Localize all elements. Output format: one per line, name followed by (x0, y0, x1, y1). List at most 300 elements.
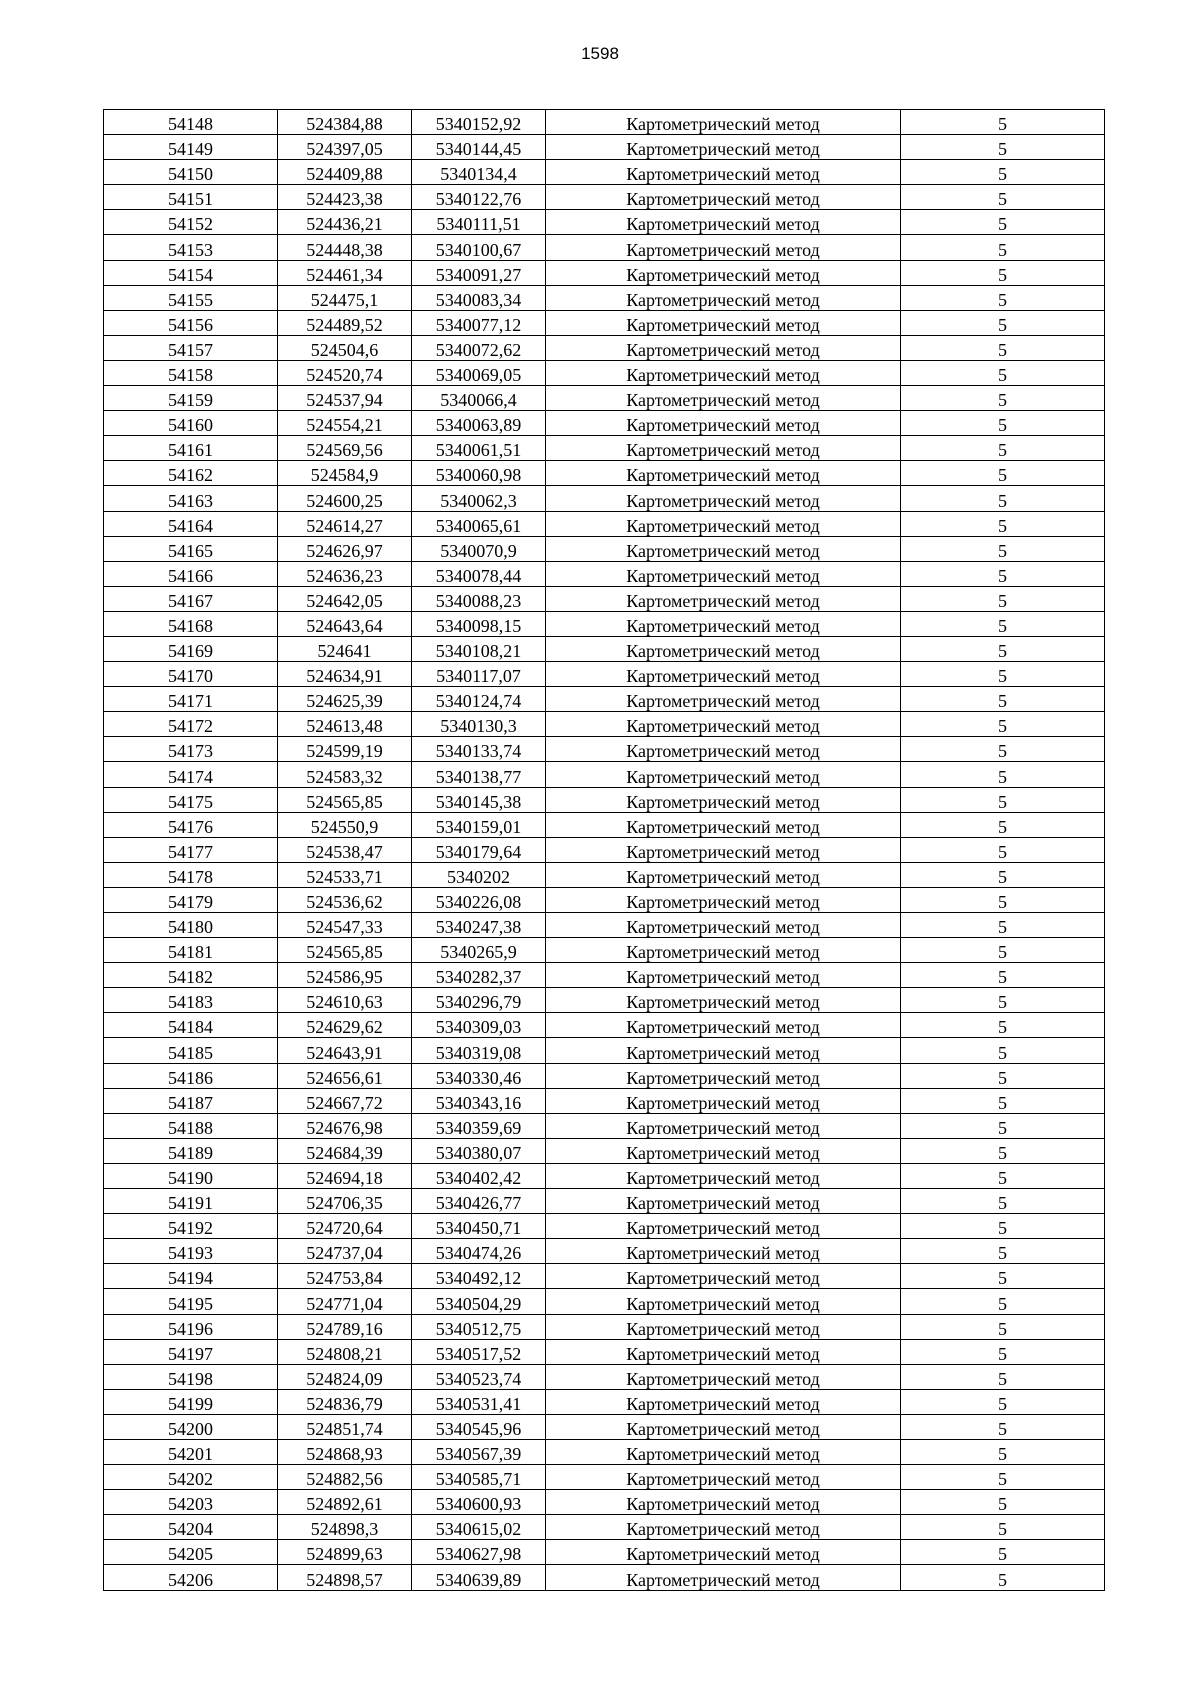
table-row (104, 160, 1105, 185)
point-number-cell: 54179 (104, 887, 278, 912)
point-number-cell: 54175 (104, 787, 278, 812)
y-coordinate-cell: 5340088,23 (412, 586, 546, 611)
point-number-cell: 54183 (104, 988, 278, 1013)
table-row (104, 1138, 1105, 1163)
y-coordinate-cell: 5340330,46 (412, 1063, 546, 1088)
accuracy-cell: 5 (901, 411, 1105, 436)
x-coordinate-cell: 524547,33 (278, 913, 412, 938)
coordinates-table (103, 109, 1105, 1591)
y-coordinate-cell: 5340152,92 (412, 110, 546, 135)
point-number-cell: 54188 (104, 1113, 278, 1138)
table-row (104, 335, 1105, 360)
point-number-cell: 54206 (104, 1565, 278, 1590)
point-number-cell: 54178 (104, 862, 278, 887)
accuracy-cell: 5 (901, 1565, 1105, 1590)
table-row (104, 662, 1105, 687)
table-row (104, 436, 1105, 461)
table-row (104, 386, 1105, 411)
y-coordinate-cell: 5340319,08 (412, 1038, 546, 1063)
method-cell: Картометрический метод (546, 1339, 901, 1364)
point-number-cell: 54197 (104, 1339, 278, 1364)
point-number-cell: 54185 (104, 1038, 278, 1063)
y-coordinate-cell: 5340512,75 (412, 1314, 546, 1339)
table-row (104, 762, 1105, 787)
table-row (104, 1515, 1105, 1540)
table-row (104, 586, 1105, 611)
accuracy-cell: 5 (901, 335, 1105, 360)
x-coordinate-cell: 524694,18 (278, 1163, 412, 1188)
y-coordinate-cell: 5340124,74 (412, 687, 546, 712)
table-row (104, 561, 1105, 586)
x-coordinate-cell: 524586,95 (278, 963, 412, 988)
method-cell: Картометрический метод (546, 1163, 901, 1188)
y-coordinate-cell: 5340531,41 (412, 1389, 546, 1414)
method-cell: Картометрический метод (546, 310, 901, 335)
point-number-cell: 54157 (104, 335, 278, 360)
point-number-cell: 54168 (104, 611, 278, 636)
accuracy-cell: 5 (901, 1239, 1105, 1264)
table-row (104, 1439, 1105, 1464)
method-cell: Картометрический метод (546, 1389, 901, 1414)
y-coordinate-cell: 5340359,69 (412, 1113, 546, 1138)
y-coordinate-cell: 5340083,34 (412, 285, 546, 310)
table-row (104, 1314, 1105, 1339)
method-cell: Картометрический метод (546, 611, 901, 636)
method-cell: Картометрический метод (546, 335, 901, 360)
table-row (104, 486, 1105, 511)
y-coordinate-cell: 5340309,03 (412, 1013, 546, 1038)
accuracy-cell: 5 (901, 636, 1105, 661)
method-cell: Картометрический метод (546, 360, 901, 385)
accuracy-cell: 5 (901, 511, 1105, 536)
x-coordinate-cell: 524397,05 (278, 135, 412, 160)
accuracy-cell: 5 (901, 1088, 1105, 1113)
method-cell: Картометрический метод (546, 787, 901, 812)
accuracy-cell: 5 (901, 160, 1105, 185)
method-cell: Картометрический метод (546, 411, 901, 436)
accuracy-cell: 5 (901, 1038, 1105, 1063)
point-number-cell: 54173 (104, 737, 278, 762)
page-number: 1598 (581, 44, 619, 63)
method-cell: Картометрический метод (546, 762, 901, 787)
accuracy-cell: 5 (901, 1465, 1105, 1490)
accuracy-cell: 5 (901, 1289, 1105, 1314)
y-coordinate-cell: 5340111,51 (412, 210, 546, 235)
method-cell: Картометрический метод (546, 963, 901, 988)
accuracy-cell: 5 (901, 436, 1105, 461)
y-coordinate-cell: 5340545,96 (412, 1414, 546, 1439)
y-coordinate-cell: 5340517,52 (412, 1339, 546, 1364)
y-coordinate-cell: 5340265,9 (412, 938, 546, 963)
method-cell: Картометрический метод (546, 210, 901, 235)
x-coordinate-cell: 524836,79 (278, 1389, 412, 1414)
x-coordinate-cell: 524642,05 (278, 586, 412, 611)
x-coordinate-cell: 524706,35 (278, 1189, 412, 1214)
method-cell: Картометрический метод (546, 662, 901, 687)
point-number-cell: 54200 (104, 1414, 278, 1439)
table-row (104, 1239, 1105, 1264)
table-row (104, 1414, 1105, 1439)
accuracy-cell: 5 (901, 1339, 1105, 1364)
x-coordinate-cell: 524554,21 (278, 411, 412, 436)
point-number-cell: 54194 (104, 1264, 278, 1289)
accuracy-cell: 5 (901, 787, 1105, 812)
method-cell: Картометрический метод (546, 185, 901, 210)
accuracy-cell: 5 (901, 687, 1105, 712)
method-cell: Картометрический метод (546, 1214, 901, 1239)
y-coordinate-cell: 5340077,12 (412, 310, 546, 335)
method-cell: Картометрический метод (546, 1088, 901, 1113)
y-coordinate-cell: 5340061,51 (412, 436, 546, 461)
method-cell: Картометрический метод (546, 1113, 901, 1138)
method-cell: Картометрический метод (546, 737, 901, 762)
x-coordinate-cell: 524898,3 (278, 1515, 412, 1540)
method-cell: Картометрический метод (546, 436, 901, 461)
accuracy-cell: 5 (901, 1540, 1105, 1565)
accuracy-cell: 5 (901, 185, 1105, 210)
accuracy-cell: 5 (901, 712, 1105, 737)
method-cell: Картометрический метод (546, 636, 901, 661)
accuracy-cell: 5 (901, 762, 1105, 787)
y-coordinate-cell: 5340450,71 (412, 1214, 546, 1239)
method-cell: Картометрический метод (546, 812, 901, 837)
point-number-cell: 54148 (104, 110, 278, 135)
point-number-cell: 54180 (104, 913, 278, 938)
method-cell: Картометрический метод (546, 386, 901, 411)
point-number-cell: 54167 (104, 586, 278, 611)
x-coordinate-cell: 524808,21 (278, 1339, 412, 1364)
y-coordinate-cell: 5340108,21 (412, 636, 546, 661)
accuracy-cell: 5 (901, 1163, 1105, 1188)
accuracy-cell: 5 (901, 210, 1105, 235)
method-cell: Картометрический метод (546, 687, 901, 712)
point-number-cell: 54186 (104, 1063, 278, 1088)
x-coordinate-cell: 524583,32 (278, 762, 412, 787)
method-cell: Картометрический метод (546, 1013, 901, 1038)
method-cell: Картометрический метод (546, 1565, 901, 1590)
accuracy-cell: 5 (901, 963, 1105, 988)
table-row (104, 938, 1105, 963)
x-coordinate-cell: 524461,34 (278, 260, 412, 285)
accuracy-cell: 5 (901, 536, 1105, 561)
table-row (104, 1214, 1105, 1239)
y-coordinate-cell: 5340615,02 (412, 1515, 546, 1540)
method-cell: Картометрический метод (546, 862, 901, 887)
x-coordinate-cell: 524599,19 (278, 737, 412, 762)
point-number-cell: 54166 (104, 561, 278, 586)
point-number-cell: 54198 (104, 1364, 278, 1389)
table-row (104, 812, 1105, 837)
method-cell: Картометрический метод (546, 1239, 901, 1264)
method-cell: Картометрический метод (546, 1289, 901, 1314)
point-number-cell: 54203 (104, 1490, 278, 1515)
method-cell: Картометрический метод (546, 586, 901, 611)
method-cell: Картометрический метод (546, 712, 901, 737)
method-cell: Картометрический метод (546, 1038, 901, 1063)
accuracy-cell: 5 (901, 260, 1105, 285)
table-row (104, 712, 1105, 737)
x-coordinate-cell: 524753,84 (278, 1264, 412, 1289)
accuracy-cell: 5 (901, 1189, 1105, 1214)
x-coordinate-cell: 524882,56 (278, 1465, 412, 1490)
method-cell: Картометрический метод (546, 135, 901, 160)
point-number-cell: 54169 (104, 636, 278, 661)
y-coordinate-cell: 5340144,45 (412, 135, 546, 160)
y-coordinate-cell: 5340600,93 (412, 1490, 546, 1515)
point-number-cell: 54171 (104, 687, 278, 712)
point-number-cell: 54181 (104, 938, 278, 963)
method-cell: Картометрический метод (546, 1490, 901, 1515)
accuracy-cell: 5 (901, 611, 1105, 636)
accuracy-cell: 5 (901, 1439, 1105, 1464)
table-row (104, 210, 1105, 235)
y-coordinate-cell: 5340098,15 (412, 611, 546, 636)
accuracy-cell: 5 (901, 1214, 1105, 1239)
point-number-cell: 54202 (104, 1465, 278, 1490)
point-number-cell: 54184 (104, 1013, 278, 1038)
point-number-cell: 54159 (104, 386, 278, 411)
table-row (104, 963, 1105, 988)
accuracy-cell: 5 (901, 737, 1105, 762)
table-row (104, 611, 1105, 636)
method-cell: Картометрический метод (546, 1439, 901, 1464)
table-row (104, 235, 1105, 260)
accuracy-cell: 5 (901, 586, 1105, 611)
y-coordinate-cell: 5340060,98 (412, 461, 546, 486)
x-coordinate-cell: 524771,04 (278, 1289, 412, 1314)
point-number-cell: 54205 (104, 1540, 278, 1565)
y-coordinate-cell: 5340138,77 (412, 762, 546, 787)
table-row (104, 1339, 1105, 1364)
table-row (104, 1364, 1105, 1389)
x-coordinate-cell: 524610,63 (278, 988, 412, 1013)
y-coordinate-cell: 5340492,12 (412, 1264, 546, 1289)
x-coordinate-cell: 524851,74 (278, 1414, 412, 1439)
accuracy-cell: 5 (901, 988, 1105, 1013)
table-row (104, 285, 1105, 310)
x-coordinate-cell: 524550,9 (278, 812, 412, 837)
y-coordinate-cell: 5340585,71 (412, 1465, 546, 1490)
table-row (104, 1490, 1105, 1515)
y-coordinate-cell: 5340380,07 (412, 1138, 546, 1163)
method-cell: Картометрический метод (546, 1540, 901, 1565)
point-number-cell: 54161 (104, 436, 278, 461)
y-coordinate-cell: 5340343,16 (412, 1088, 546, 1113)
y-coordinate-cell: 5340078,44 (412, 561, 546, 586)
point-number-cell: 54170 (104, 662, 278, 687)
accuracy-cell: 5 (901, 1414, 1105, 1439)
accuracy-cell: 5 (901, 310, 1105, 335)
y-coordinate-cell: 5340091,27 (412, 260, 546, 285)
y-coordinate-cell: 5340282,37 (412, 963, 546, 988)
table-row (104, 1063, 1105, 1088)
point-number-cell: 54199 (104, 1389, 278, 1414)
x-coordinate-cell: 524720,64 (278, 1214, 412, 1239)
table-row (104, 1163, 1105, 1188)
point-number-cell: 54191 (104, 1189, 278, 1214)
x-coordinate-cell: 524537,94 (278, 386, 412, 411)
accuracy-cell: 5 (901, 486, 1105, 511)
method-cell: Картометрический метод (546, 988, 901, 1013)
x-coordinate-cell: 524504,6 (278, 335, 412, 360)
x-coordinate-cell: 524629,62 (278, 1013, 412, 1038)
table-row (104, 837, 1105, 862)
accuracy-cell: 5 (901, 1138, 1105, 1163)
x-coordinate-cell: 524643,64 (278, 611, 412, 636)
x-coordinate-cell: 524737,04 (278, 1239, 412, 1264)
method-cell: Картометрический метод (546, 1138, 901, 1163)
table-row (104, 1465, 1105, 1490)
x-coordinate-cell: 524613,48 (278, 712, 412, 737)
method-cell: Картометрический метод (546, 110, 901, 135)
x-coordinate-cell: 524384,88 (278, 110, 412, 135)
point-number-cell: 54176 (104, 812, 278, 837)
method-cell: Картометрический метод (546, 1414, 901, 1439)
x-coordinate-cell: 524899,63 (278, 1540, 412, 1565)
x-coordinate-cell: 524614,27 (278, 511, 412, 536)
accuracy-cell: 5 (901, 812, 1105, 837)
y-coordinate-cell: 5340226,08 (412, 887, 546, 912)
y-coordinate-cell: 5340523,74 (412, 1364, 546, 1389)
accuracy-cell: 5 (901, 837, 1105, 862)
x-coordinate-cell: 524636,23 (278, 561, 412, 586)
x-coordinate-cell: 524892,61 (278, 1490, 412, 1515)
method-cell: Картометрический метод (546, 1264, 901, 1289)
point-number-cell: 54182 (104, 963, 278, 988)
x-coordinate-cell: 524643,91 (278, 1038, 412, 1063)
y-coordinate-cell: 5340159,01 (412, 812, 546, 837)
method-cell: Картометрический метод (546, 486, 901, 511)
y-coordinate-cell: 5340070,9 (412, 536, 546, 561)
method-cell: Картометрический метод (546, 913, 901, 938)
table-row (104, 687, 1105, 712)
table-row (104, 135, 1105, 160)
point-number-cell: 54165 (104, 536, 278, 561)
accuracy-cell: 5 (901, 887, 1105, 912)
x-coordinate-cell: 524868,93 (278, 1439, 412, 1464)
point-number-cell: 54150 (104, 160, 278, 185)
accuracy-cell: 5 (901, 360, 1105, 385)
point-number-cell: 54162 (104, 461, 278, 486)
method-cell: Картометрический метод (546, 235, 901, 260)
x-coordinate-cell: 524626,97 (278, 536, 412, 561)
point-number-cell: 54151 (104, 185, 278, 210)
accuracy-cell: 5 (901, 561, 1105, 586)
accuracy-cell: 5 (901, 662, 1105, 687)
accuracy-cell: 5 (901, 1490, 1105, 1515)
method-cell: Картометрический метод (546, 887, 901, 912)
point-number-cell: 54196 (104, 1314, 278, 1339)
accuracy-cell: 5 (901, 1264, 1105, 1289)
y-coordinate-cell: 5340179,64 (412, 837, 546, 862)
point-number-cell: 54160 (104, 411, 278, 436)
accuracy-cell: 5 (901, 1063, 1105, 1088)
accuracy-cell: 5 (901, 1013, 1105, 1038)
table-row (104, 411, 1105, 436)
point-number-cell: 54172 (104, 712, 278, 737)
table-row (104, 260, 1105, 285)
y-coordinate-cell: 5340130,3 (412, 712, 546, 737)
accuracy-cell: 5 (901, 235, 1105, 260)
table-row (104, 310, 1105, 335)
method-cell: Картометрический метод (546, 1465, 901, 1490)
method-cell: Картометрический метод (546, 285, 901, 310)
point-number-cell: 54190 (104, 1163, 278, 1188)
method-cell: Картометрический метод (546, 1189, 901, 1214)
x-coordinate-cell: 524565,85 (278, 938, 412, 963)
point-number-cell: 54158 (104, 360, 278, 385)
y-coordinate-cell: 5340145,38 (412, 787, 546, 812)
y-coordinate-cell: 5340066,4 (412, 386, 546, 411)
y-coordinate-cell: 5340247,38 (412, 913, 546, 938)
point-number-cell: 54156 (104, 310, 278, 335)
y-coordinate-cell: 5340065,61 (412, 511, 546, 536)
table-row (104, 1189, 1105, 1214)
table-row (104, 1389, 1105, 1414)
method-cell: Картометрический метод (546, 1364, 901, 1389)
table-row (104, 887, 1105, 912)
x-coordinate-cell: 524676,98 (278, 1113, 412, 1138)
table-row (104, 1088, 1105, 1113)
table-row (104, 1113, 1105, 1138)
table-row (104, 360, 1105, 385)
point-number-cell: 54187 (104, 1088, 278, 1113)
point-number-cell: 54149 (104, 135, 278, 160)
x-coordinate-cell: 524569,56 (278, 436, 412, 461)
x-coordinate-cell: 524584,9 (278, 461, 412, 486)
y-coordinate-cell: 5340504,29 (412, 1289, 546, 1314)
x-coordinate-cell: 524667,72 (278, 1088, 412, 1113)
point-number-cell: 54201 (104, 1439, 278, 1464)
table-row (104, 636, 1105, 661)
accuracy-cell: 5 (901, 285, 1105, 310)
x-coordinate-cell: 524538,47 (278, 837, 412, 862)
table-row (104, 1038, 1105, 1063)
table-row (104, 1013, 1105, 1038)
x-coordinate-cell: 524625,39 (278, 687, 412, 712)
x-coordinate-cell: 524684,39 (278, 1138, 412, 1163)
table-row (104, 787, 1105, 812)
point-number-cell: 54174 (104, 762, 278, 787)
x-coordinate-cell: 524565,85 (278, 787, 412, 812)
x-coordinate-cell: 524423,38 (278, 185, 412, 210)
method-cell: Картометрический метод (546, 1063, 901, 1088)
x-coordinate-cell: 524520,74 (278, 360, 412, 385)
point-number-cell: 54189 (104, 1138, 278, 1163)
point-number-cell: 54152 (104, 210, 278, 235)
point-number-cell: 54154 (104, 260, 278, 285)
x-coordinate-cell: 524409,88 (278, 160, 412, 185)
method-cell: Картометрический метод (546, 938, 901, 963)
y-coordinate-cell: 5340072,62 (412, 335, 546, 360)
x-coordinate-cell: 524600,25 (278, 486, 412, 511)
accuracy-cell: 5 (901, 938, 1105, 963)
accuracy-cell: 5 (901, 1113, 1105, 1138)
accuracy-cell: 5 (901, 1364, 1105, 1389)
x-coordinate-cell: 524489,52 (278, 310, 412, 335)
table-row (104, 1264, 1105, 1289)
y-coordinate-cell: 5340117,07 (412, 662, 546, 687)
x-coordinate-cell: 524634,91 (278, 662, 412, 687)
y-coordinate-cell: 5340063,89 (412, 411, 546, 436)
table-row (104, 461, 1105, 486)
accuracy-cell: 5 (901, 461, 1105, 486)
y-coordinate-cell: 5340402,42 (412, 1163, 546, 1188)
x-coordinate-cell: 524641 (278, 636, 412, 661)
table-row (104, 1540, 1105, 1565)
point-number-cell: 54155 (104, 285, 278, 310)
y-coordinate-cell: 5340100,67 (412, 235, 546, 260)
